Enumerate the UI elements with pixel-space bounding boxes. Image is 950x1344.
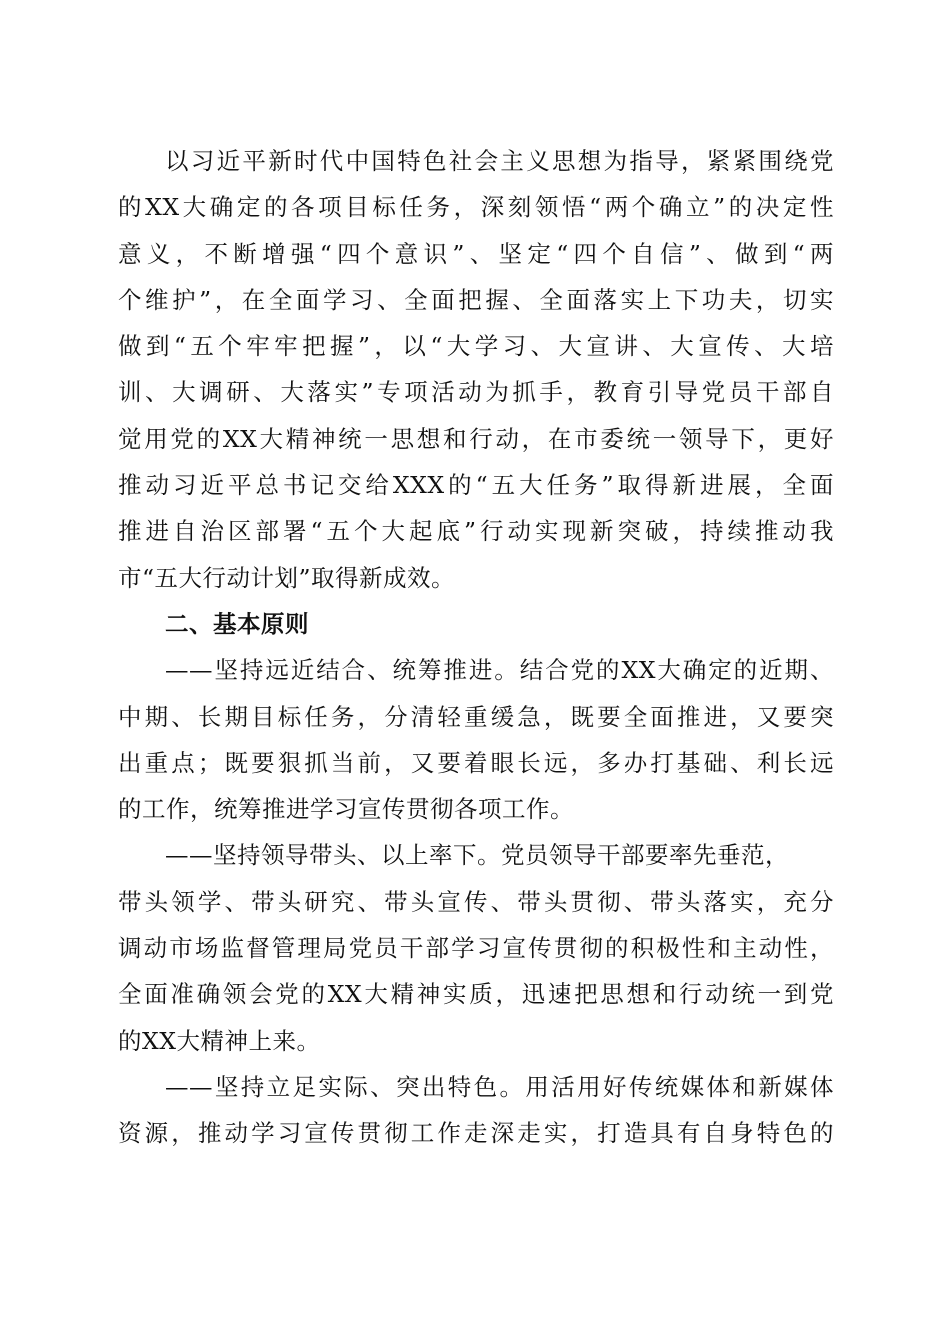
paragraph-1-line-10: 市“五大行动计划”取得新成效。 (118, 563, 456, 592)
paragraph-2-line-4: 的工作，统筹推进学习宣传贯彻各项工作。 (118, 795, 574, 824)
paragraph-1-line-3: 意义，不断增强“四个意识”、坚定“四个自信”、做到“两 (118, 239, 834, 268)
paragraph-1-line-6: 训、大调研、大落实”专项活动为抓手，教育引导党员干部自 (118, 378, 834, 407)
paragraph-2-line-3: 出重点；既要狠抓当前，又要着眼长远，多办打基础、利长远 (118, 748, 834, 777)
paragraph-3-line-3: 调动市场监督管理局党员干部学习宣传贯彻的积极性和主动性， (118, 934, 834, 963)
paragraph-1-line-9: 推进自治区部署“五个大起底”行动实现新突破，持续推动我 (118, 517, 834, 546)
paragraph-3-line-5: 的XX大精神上来。 (118, 1026, 321, 1055)
paragraph-2-line-1: ——坚持远近结合、统筹推进。结合党的XX大确定的近期、 (165, 656, 834, 685)
paragraph-2-line-2: 中期、长期目标任务，分清轻重缓急，既要全面推进，又要突 (118, 702, 834, 731)
paragraph-4-line-1: ——坚持立足实际、突出特色。用活用好传统媒体和新媒体 (165, 1072, 834, 1101)
section-heading: 二、基本原则 (165, 609, 309, 638)
paragraph-3-line-2: 带头领学、带头研究、带头宣传、带头贯彻、带头落实，充分 (118, 887, 834, 916)
paragraph-1-line-8: 推动习近平总书记交给XXX的“五大任务”取得新进展，全面 (118, 471, 834, 500)
paragraph-1-line-1: 以习近平新时代中国特色社会主义思想为指导，紧紧围绕党 (165, 147, 834, 175)
paragraph-1-line-7: 觉用党的XX大精神统一思想和行动，在市委统一领导下，更好 (118, 424, 834, 453)
paragraph-4-line-2: 资源，推动学习宣传贯彻工作走深走实，打造具有自身特色的 (118, 1119, 834, 1148)
paragraph-3-line-1: ——坚持领导带头、以上率下。党员领导干部要率先垂范， (165, 841, 789, 870)
paragraph-1-line-5: 做到“五个牢牢把握”，以“大学习、大宣讲、大宣传、大培 (118, 332, 834, 361)
paragraph-1-line-2: 的XX大确定的各项目标任务，深刻领悟“两个确立”的决定性 (118, 193, 834, 222)
document-body (118, 138, 834, 1157)
paragraph-1-line-4: 个维护”，在全面学习、全面把握、全面落实上下功夫，切实 (118, 285, 834, 314)
paragraph-3-line-4: 全面准确领会党的XX大精神实质，迅速把思想和行动统一到党 (118, 980, 834, 1009)
